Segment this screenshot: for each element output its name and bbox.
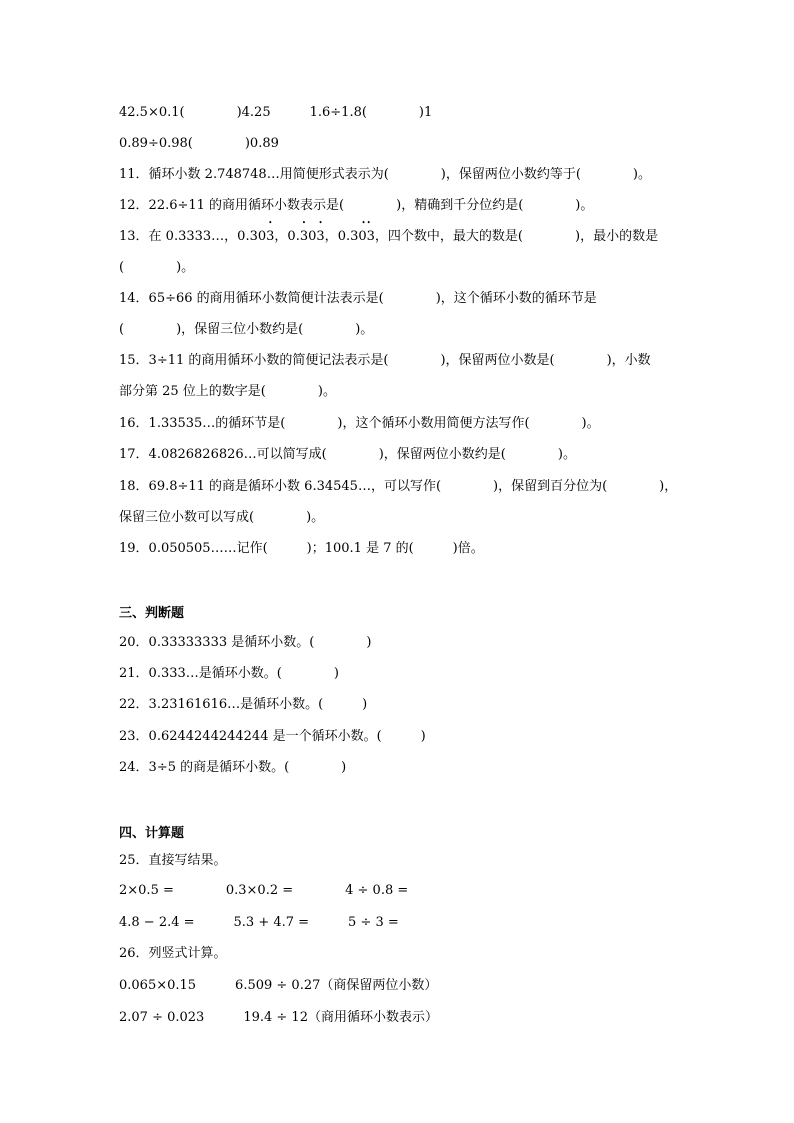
q13-number-1: [237, 229, 274, 244]
question-25: 25．直接写结果。: [119, 853, 227, 868]
question-14: 14．65÷66 的商用循环小数简便计法表示是( )，这个循环小数的循环节是: [119, 291, 597, 306]
question-16: 16．1.33535…的循环节是( )，这个循环小数用简便方法写作( )。: [119, 416, 600, 431]
question-22: 22．3.23161616…是循环小数。( ): [119, 697, 368, 712]
question-20: 20．0.33333333 是循环小数。( ): [119, 635, 372, 650]
question-18-cont: 保留三位小数可以写成( )。: [119, 510, 325, 525]
repeat-dot: • 3: [316, 229, 324, 244]
q13-n2-digits: 0.: [287, 229, 300, 244]
q13-number-2: [287, 229, 324, 244]
question-26-row-1: 0.065×0.15 6.509 ÷ 0.27（商保留两位小数）: [119, 978, 438, 993]
q13-n1-digits: 0.30: [237, 229, 267, 244]
repeat-dot: • 3: [300, 229, 308, 244]
section-title-judgement: 三、判断题: [119, 606, 185, 621]
question-24: 24．3÷5 的商是循环小数。( ): [119, 760, 347, 775]
question-17: 17．4.0826826826…可以简写成( )，保留两位小数约是( )。: [119, 447, 576, 462]
question-25-row-2: 4.8 − 2.4 = 5.3 + 4.7 = 5 ÷ 3 =: [119, 915, 399, 930]
question-13-cont: ( )。: [119, 260, 195, 275]
compare-row-2: 0.89÷0.98( )0.89: [119, 136, 279, 151]
question-26-row-2: 2.07 ÷ 0.023 19.4 ÷ 12（商用循环小数表示）: [119, 1010, 438, 1025]
question-15: 15．3÷11 的商用循环小数的简便记法表示是( )，保留两位小数是( )，小数: [119, 353, 651, 368]
q13-prefix: 13．在 0.3333…，: [119, 229, 238, 244]
question-23: 23．0.6244244244244 是一个循环小数。( ): [119, 729, 426, 744]
question-21: 21．0.333…是循环小数。( ): [119, 666, 339, 681]
compare-row-1: 42.5×0.1( )4.25 1.6÷1.8( )1: [119, 105, 433, 120]
q13-n3-digits: 0.3: [337, 229, 359, 244]
question-11: 11．循环小数 2.748748…用简便形式表示为( )，保留两位小数约等于( )。: [119, 167, 651, 182]
repeat-dot: • 3: [266, 229, 274, 244]
question-12: 12．22.6÷11 的商用循环小数表示是( )，精确到千分位约是( )。: [119, 198, 594, 213]
repeat-dots: •• 03: [358, 229, 375, 244]
q13-suffix: ，四个数中，最大的数是( )，最小的数是: [374, 229, 659, 244]
question-18: 18．69.8÷11 的商是循环小数 6.34545…，可以写作( )，保留到百分位为( )，: [119, 479, 678, 494]
q13-number-3: [338, 229, 375, 244]
section-title-calculation: 四、计算题: [119, 826, 185, 841]
question-25-row-1: 2×0.5 = 0.3×0.2 = 4 ÷ 0.8 =: [119, 883, 409, 898]
q13-separator: ，: [274, 229, 288, 244]
question-19: 19．0.050505……记作( )；100.1 是 7 的( )倍。: [119, 541, 484, 556]
question-14-cont: ( )，保留三位小数约是( )。: [119, 322, 374, 337]
q13-separator: ，: [324, 229, 338, 244]
question-13: [119, 228, 658, 246]
question-15-cont: 部分第 25 位上的数字是( )。: [119, 384, 336, 399]
q13-n2-digits: 0: [308, 229, 317, 244]
question-26: 26．列竖式计算。: [119, 946, 227, 961]
